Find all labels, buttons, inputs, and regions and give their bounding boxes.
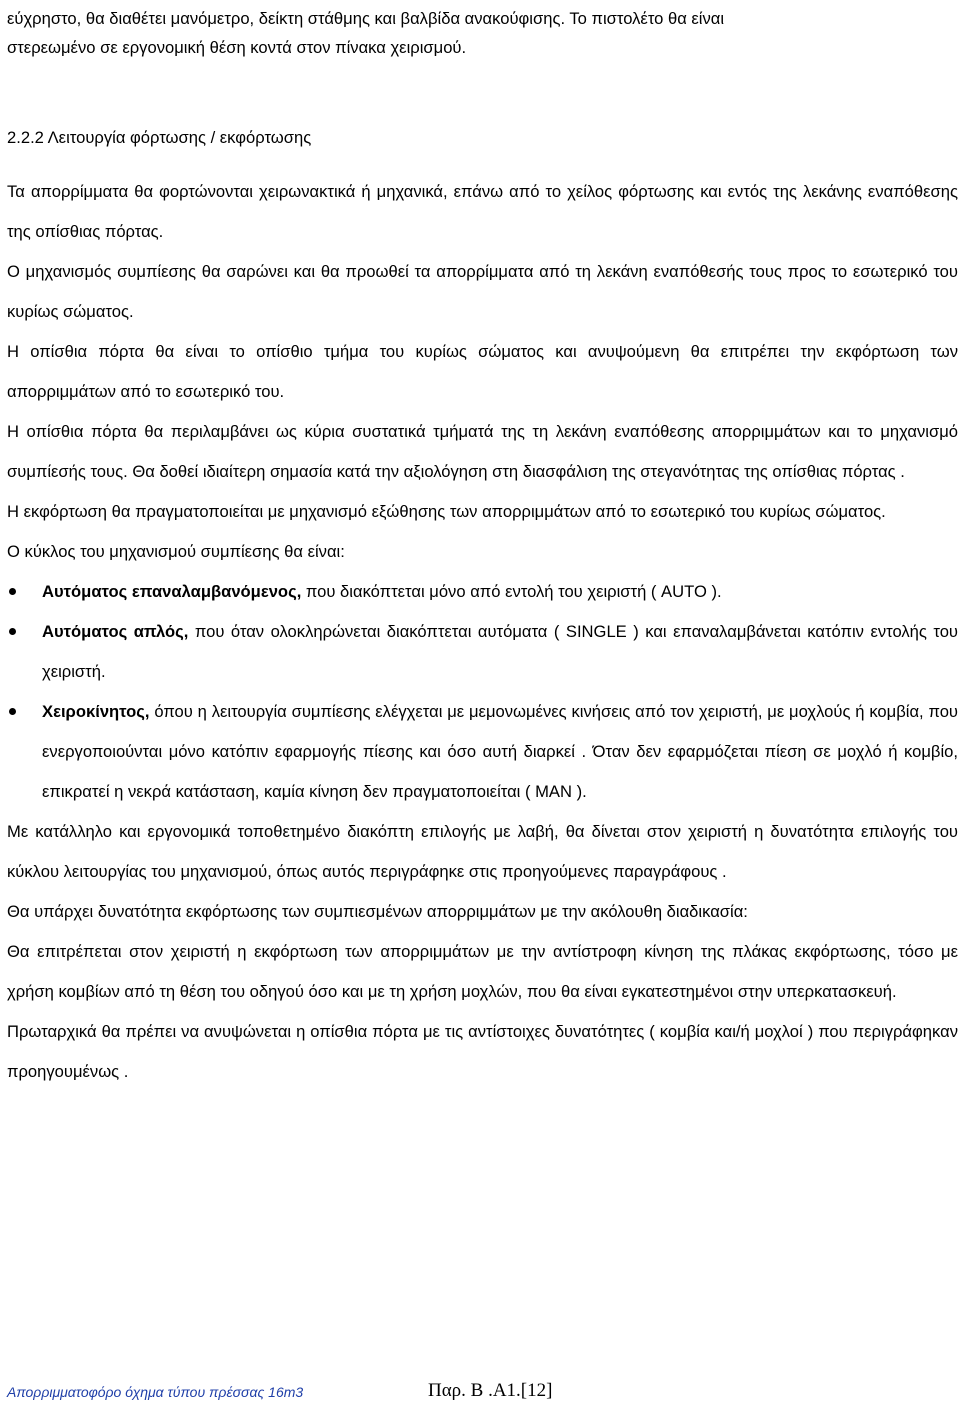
bullet-icon — [9, 628, 16, 635]
cycle-mode-list — [7, 572, 958, 812]
paragraph-lift-door: Πρωταρχικά θα πρέπει να ανυψώνεται η οπίσθια πόρτα με τις αντίστοιχες δυνατότητες ( κομβία και/ή μοχλοί ) που περιγράφηκαν προηγουμένως . — [7, 1022, 958, 1081]
paragraph-compaction: Ο μηχανισμός συμπίεσης θα σαρώνει και θα προωθεί τα απορρίμματα από τη λεκάνη εναπόθεσής τους προς το εσωτερικό του κυρίως σώματος. — [7, 262, 958, 321]
list-item — [7, 692, 958, 812]
paragraph-unloading-procedure: Θα υπάρχει δυνατότητα εκφόρτωσης των συμπιεσμένων απορριμμάτων με την ακόλουθη διαδικασία: — [7, 902, 748, 921]
footer-document-title: Απορριμματοφόρο όχημα τύπου πρέσσας 16m3 — [7, 1384, 304, 1400]
intro-line-1: εύχρηστο, θα διαθέτει μανόμετρο, δείκτη στάθμης και βαλβίδα ανακούφισης. Το πιστολέτο θα είναι — [7, 9, 725, 28]
intro-line-2: στερεωμένο σε εργονομική θέση κοντά στον πίνακα χειρισμού. — [7, 38, 467, 57]
bullet-icon — [9, 588, 16, 595]
paragraph-loading: Τα απορρίμματα θα φορτώνονται χειρωνακτικά ή μηχανικά, επάνω από το χείλος φόρτωσης και εντός της λεκάνης εναπόθεσης της οπίσθιας πόρτας. — [7, 182, 958, 241]
list-item-title: Χειροκίνητος, — [42, 702, 150, 721]
list-item-title: Αυτόματος απλός, — [42, 622, 189, 641]
paragraph-rear-door: Η οπίσθια πόρτα θα είναι το οπίσθιο τμήμα του κυρίως σώματος και ανυψούμενη θα επιτρέπει την εκφόρτωση των απορριμμάτων από το εσωτερικό του. — [7, 342, 958, 401]
list-item-title: Αυτόματος επαναλαμβανόμενος, — [42, 582, 302, 601]
paragraph-cycle-intro: Ο κύκλος του μηχανισμού συμπίεσης θα είναι: — [7, 542, 345, 561]
list-item — [7, 572, 958, 612]
list-item-text: όπου η λειτουργία συμπίεσης ελέγχεται με μεμονωμένες κινήσεις από τον χειριστή, με μοχλούς ή κομβία, που ενεργοποιούνται μόνο κατόπιν εφαρμογής πίεσης και όσο αυτή διαρκεί . Όταν δεν εφαρμόζεται πίεση σε μοχλό ή κομβίο, επικρατεί η νεκρά κατάσταση, καμία κίνηση δεν πραγματοποιείται ( MAN ). — [42, 702, 958, 801]
bullet-icon — [9, 708, 16, 715]
paragraph-selector-switch: Με κατάλληλο και εργονομικά τοποθετημένο διακόπτη επιλογής με λαβή, θα δίνεται στον χειριστή η δυνατότητα επιλογής του κύκλου λειτουργίας του μηχανισμού, όπως αυτός περιγράφηκε στις προηγούμενες παραγράφους . — [7, 822, 958, 881]
list-item-text: που όταν ολοκληρώνεται διακόπτεται αυτόματα ( SINGLE ) και επαναλαμβάνεται κατόπιν εντολής του χειριστή. — [42, 622, 959, 681]
document-page — [7, 0, 958, 1092]
paragraph-rear-door-components: Η οπίσθια πόρτα θα περιλαμβάνει ως κύρια συστατικά τμήματά της τη λεκάνη εναπόθεσης απορριμμάτων και το μηχανισμό συμπίεσής τους. Θα δοθεί ιδιαίτερη σημασία κατά την αξιολόγηση στη διασφάλιση της στεγανότητας της οπίσθιας πόρτας . — [7, 422, 958, 481]
paragraph-reverse-motion: Θα επιτρέπεται στον χειριστή η εκφόρτωση των απορριμμάτων με την αντίστροφη κίνηση της πλάκας εκφόρτωσης, τόσο με χρήση κομβίων από τη θέση του οδηγού όσο και με τη χρήση μοχλών, που θα είναι εγκατεστημένοι στην υπερκατασκευή. — [7, 942, 958, 1001]
list-item — [7, 612, 958, 692]
paragraph-unloading: Η εκφόρτωση θα πραγματοποιείται με μηχανισμό εξώθησης των απορριμμάτων από το εσωτερικό του κυρίως σώματος. — [7, 502, 886, 521]
footer-page-number: Παρ. Β .Α1.[12] — [428, 1380, 553, 1401]
section-heading: 2.2.2 Λειτουργία φόρτωσης / εκφόρτωσης — [7, 128, 312, 147]
list-item-text: που διακόπτεται μόνο από εντολή του χειριστή ( AUTO ). — [301, 582, 722, 601]
